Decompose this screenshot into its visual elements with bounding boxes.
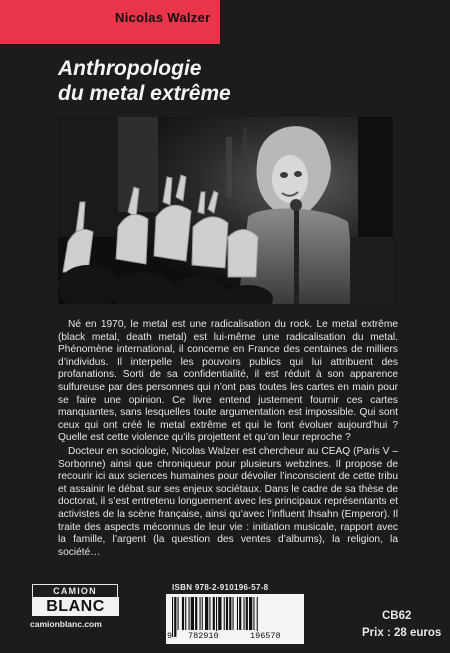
description-paragraph-2: Docteur en sociologie, Nicolas Walzer est chercheur au CEAQ (Paris V – Sorbonne) ainsi que chroniqueur pour plusieurs webzines. Il propose de recourir ici aux sciences humaines pour dévoiler l’inconscient de cette tribu et assainir le débat sur ses enjeux sociétaux. Dans le cadre de sa thèse de doctorat, il s’est entretenu longuement avec les principaux représentants et activistes de la scène française, ainsi qu’avec l’influent Ihsahn (Emperor). Il traite des aspects méconnus de leur vie : initiation musicale, rapport avec la famille, l’argent (la question des ventes d’albums), la religion, la société… — [58, 445, 398, 558]
barcode-bar — [185, 597, 186, 630]
barcode-bar — [202, 597, 203, 630]
catalog-code: CB62 — [382, 610, 412, 622]
barcode-bar — [224, 597, 225, 630]
barcode-bar — [205, 597, 208, 630]
barcode-bar — [209, 597, 210, 630]
ean-lead-digit: 9 — [167, 631, 173, 641]
barcode-bar — [191, 597, 194, 630]
barcode-bar — [218, 597, 221, 630]
ean-left-digits: 782910 — [188, 631, 219, 641]
barcode-bar — [253, 597, 254, 630]
author-name: Nicolas Walzer — [115, 10, 211, 25]
barcode-block — [166, 583, 304, 645]
barcode-bar — [244, 597, 245, 630]
barcode-bar — [172, 597, 173, 637]
barcode-bar — [246, 597, 248, 630]
book-title — [58, 56, 378, 106]
publisher-logo — [30, 584, 122, 628]
barcode-bar — [233, 597, 234, 630]
description-text — [58, 319, 398, 559]
barcode-bar — [189, 597, 190, 630]
barcode-bar — [226, 597, 228, 630]
concert-photo-illustration — [58, 117, 393, 304]
publisher-logo-main: BLANC — [32, 597, 119, 616]
barcode-bar — [213, 597, 215, 630]
publisher-logo-top: CAMION — [32, 584, 118, 597]
barcode-bar — [229, 597, 231, 630]
title-line-2: du metal extrême — [58, 82, 231, 105]
concert-photo — [58, 117, 393, 304]
barcode-bar — [178, 597, 179, 630]
barcode-bar — [195, 597, 197, 630]
title-line-1: Anthropologie — [58, 57, 202, 80]
barcode-bar — [182, 597, 184, 630]
publisher-url: camionblanc.com — [30, 619, 102, 629]
barcode-bar — [239, 597, 241, 630]
barcode-bar — [237, 597, 238, 630]
barcode-bar — [200, 597, 201, 630]
ean-right-digits: 196578 — [250, 631, 281, 641]
barcode-bar — [174, 597, 176, 637]
price: Prix : 28 euros — [362, 627, 442, 639]
barcode-bar — [249, 597, 252, 630]
description-paragraph-1: Né en 1970, le metal est une radicalisation du rock. Le metal extrême (black metal, death metal) est lui-même une radicalisation du metal. Phénomène international, il concerne en France des centaines de milliers d’individus. Il interpelle les pouvoirs publics qui lui attribuent des profanations. Sorti de sa confidentialité, il est réduit à son apparence sulfureuse par des personnes qui n’ont pas toutes les cartes en main pour se faire une opinion. Ce livre entend justement fournir ces cartes manquantes, sans lesquelles toute argumentation est impossible. Qui sont ceux qui ont créé le metal extrême et qui le font évoluer aujourd’hui ? Quelle est cette violence qu’ils projettent et qu’on leur reproche ? — [58, 319, 398, 444]
barcode — [166, 594, 304, 644]
isbn-label: ISBN 978-2-910196-57-8 — [172, 583, 269, 592]
